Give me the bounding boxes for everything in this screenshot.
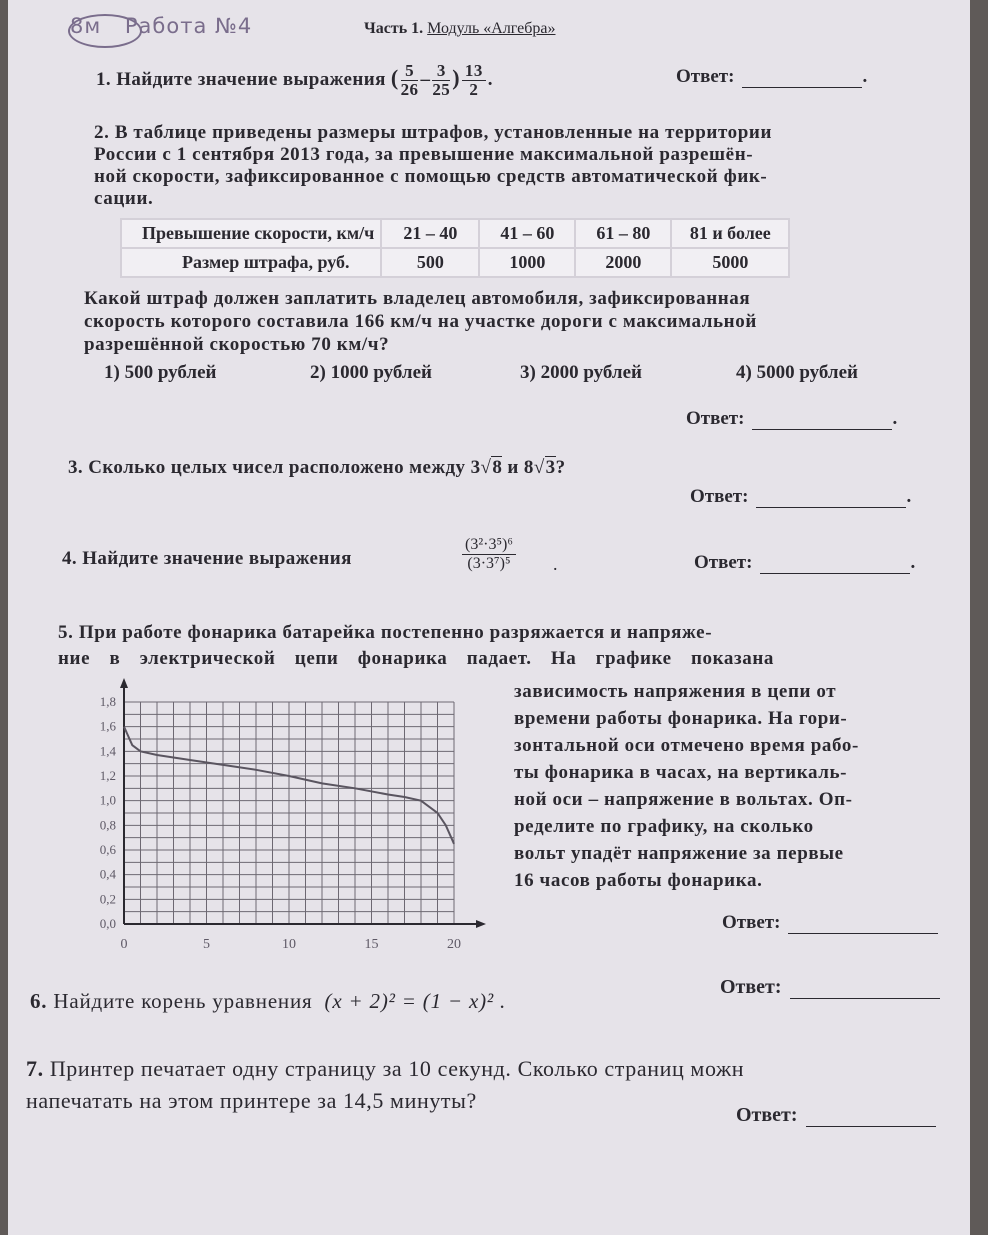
question-2-text: 2. В таблице приведены размеры штрафов, установленные на территории [94,122,773,143]
question-7-line: напечатать на этом принтере за 14,5 минуты? [26,1088,477,1113]
table-cell: 81 и более [671,219,789,248]
table-cell: 5000 [671,248,789,277]
equation: (x + 2)² = (1 − x)² . [324,989,507,1013]
handwritten-title: Работа №4 [124,14,253,38]
table-cell: 500 [381,248,479,277]
y-tick-label: 0,2 [99,891,116,907]
y-tick-label: 0,8 [99,817,116,833]
answer-field-7[interactable]: Ответ: [736,1104,936,1127]
y-tick-label: 1,4 [99,743,116,759]
part-header [364,20,556,38]
x-tick-label: 0 [120,937,128,952]
part-label: Часть 1. [364,20,424,37]
table-cell: 41 – 60 [479,219,575,248]
question-7-line: 7. Принтер печатает одну страницу за 10 секунд. Сколько страниц можн [26,1056,745,1081]
answer-field-1[interactable]: Ответ: . [676,66,868,87]
x-tick-label: 15 [364,937,379,952]
question-5-line: ты фонарика в часах, на вертикаль- [514,762,848,783]
table-row [121,248,789,277]
table-cell: 2000 [575,248,671,277]
y-tick-label: 0,4 [99,866,116,882]
question-5-line: зависимость напряжения в цепи от [514,681,837,702]
y-tick-label: 1,0 [99,792,116,808]
fraction: $\frac{\text{(3²·3⁵)⁶}}{\text{(3·3⁷)⁵}}$ [462,536,516,573]
voltage-chart [68,676,488,956]
question-6: 6. Найдите корень уравнения (x + 2)² = (1 − x)² . [30,989,507,1013]
option-4[interactable]: 4) 5000 рублей [736,362,858,383]
question-5-line: ние в электрической цепи фонарика падает. На графике показана [58,648,774,669]
answer-field-2[interactable]: Ответ: . [686,408,898,429]
handwritten-header [70,14,252,38]
question-2-line: сации. [94,188,154,209]
fraction: $\frac{3}{25}$ [432,61,451,99]
table-row [121,219,789,248]
option-2[interactable]: 2) 1000 рублей [310,362,432,383]
question-3: 3. Сколько целых чисел расположено между 3√8 и 8√3? [68,457,566,478]
option-1[interactable]: 1) 500 рублей [104,362,217,383]
question-2-line: ной скорости, зафиксированное с помощью средств автоматической фик- [94,166,768,187]
x-tick-label: 10 [282,937,296,952]
answer-field-6[interactable]: Ответ: [720,976,940,999]
question-text: Найдите значение выражения [116,68,386,90]
handwritten-class: 8м [70,14,102,38]
option-3[interactable]: 3) 2000 рублей [520,362,642,383]
y-tick-labels [100,694,117,931]
module-label: Модуль «Алгебра» [427,20,556,37]
y-tick-label: 1,8 [99,694,116,709]
question-5-line: 16 часов работы фонарика. [514,870,763,891]
table-cell: 61 – 80 [575,219,671,248]
table-header: Превышение скорости, км/ч [121,219,381,248]
question-2-line: Какой штраф должен заплатить владелец автомобиля, зафиксированная [84,288,751,309]
question-5-line: ределите по графику, на сколько [514,816,814,837]
y-tick-label: 1,6 [99,718,116,734]
x-tick-labels [121,937,462,952]
question-4: 4. Найдите значение выражения [62,548,352,569]
table-header: Размер штрафа, руб. [121,248,381,277]
fraction: $\frac{13}{2}$ [462,62,486,99]
answer-field-3[interactable]: Ответ: . [690,486,912,507]
question-2-line: разрешённой скоростью 70 км/ч? [84,334,390,355]
x-tick-label: 5 [203,937,210,952]
y-tick-label: 0,0 [99,916,116,931]
table-cell: 1000 [479,248,575,277]
y-tick-label: 0,6 [99,842,116,857]
fraction: $\frac{5}{26}$ [400,61,419,99]
worksheet-page: 8м Работа №4 Часть 1. Модуль «Алгебра» 1. Найдите значение выражения ( $\frac{5}{26}$ – $\frac{3}{25}$ ) $\frac{13}{2}$ . Ответ: . 2. В таблице приведены размеры штрафов, установленные на территории России с 1 сентября 2013 года, за превышение максимальной разрешён- ной скорости, зафиксированное с помощью средств автоматической фик- сации. Превышение скорости, км/ч 21 – 40 41 – 60 61 – 80 81 и более Размер штрафа, руб. 500 1000 2000 5000 Какой штраф должен заплатить владелец автомобиля, зафиксированная скорость которого составила 166 км/ч на участке дороги с максимальной разрешённой скоростью 70 км/ч? 1) 500 рублей 2) 1000 рублей 3) 2000 рублей 4) 5000 рублей Ответ: . 3. Сколько целых чисел расположено между 3√8 и 8√3? Ответ: . 4. Найдите значение выражения $\frac{\text{(3²·3⁵)⁶}}{\text{(3·3⁷)⁵}}$ . Ответ: . 5. При работе фонарика батарейка постепенно разряжается и напряже- ние в электрической цепи фонарика падает. На графике показана зависимость напряжения в цепи от времени работы фонарика. На гори- зонтальной оси отмечено время рабо- ты фонарика в часах, на вертикаль- ной оси – напряжение в вольтах. Оп- ределите по графику, на сколько вольт упадёт напряжение за первые 16 часов работы фонарика. 0,0 0,2 0,4 0,6 0,8 1,0 1,2 1,4 1,6 1,8 0 5 10 15 20 Ответ: 6. Найдите корень уравнения (x + 2)² = (1 − x)² . Ответ: 7. Принтер печатает одну страницу за 10 секунд. Сколько страниц можн напечатать на этом принтере за 14,5 минуты? Ответ: [8,0,970,1235]
chart-grid [124,702,454,924]
x-tick-label: 20 [447,937,461,952]
question-5-line: времени работы фонарика. На гори- [514,708,848,729]
question-5-line: зонтальной оси отмечено время рабо- [514,735,859,756]
answer-field-5[interactable]: Ответ: [722,912,938,934]
y-tick-label: 1,2 [99,768,116,783]
question-number: 1. [96,68,112,90]
question-2-line: России с 1 сентября 2013 года, за превышение максимальной разрешён- [94,144,754,165]
question-2-line: скорость которого составила 166 км/ч на участке дороги с максимальной [84,311,757,332]
chart-axes [120,678,486,928]
fines-table [120,218,790,278]
answer-field-4[interactable]: Ответ: . [694,552,916,573]
x-axis-arrow [476,920,486,928]
question-5-line: 5. При работе фонарика батарейка постепенно разряжается и напряже- [58,622,713,643]
y-axis-arrow [120,678,128,688]
question-5-line: вольт упадёт напряжение за первые [514,843,844,864]
table-cell: 21 – 40 [381,219,479,248]
question-5-line: ной оси – напряжение в вольтах. Оп- [514,789,853,810]
question-1: 1. Найдите значение выражения ( $\frac{5}{26}$ – $\frac{3}{25}$ ) $\frac{13}{2}$ . [96,61,493,99]
